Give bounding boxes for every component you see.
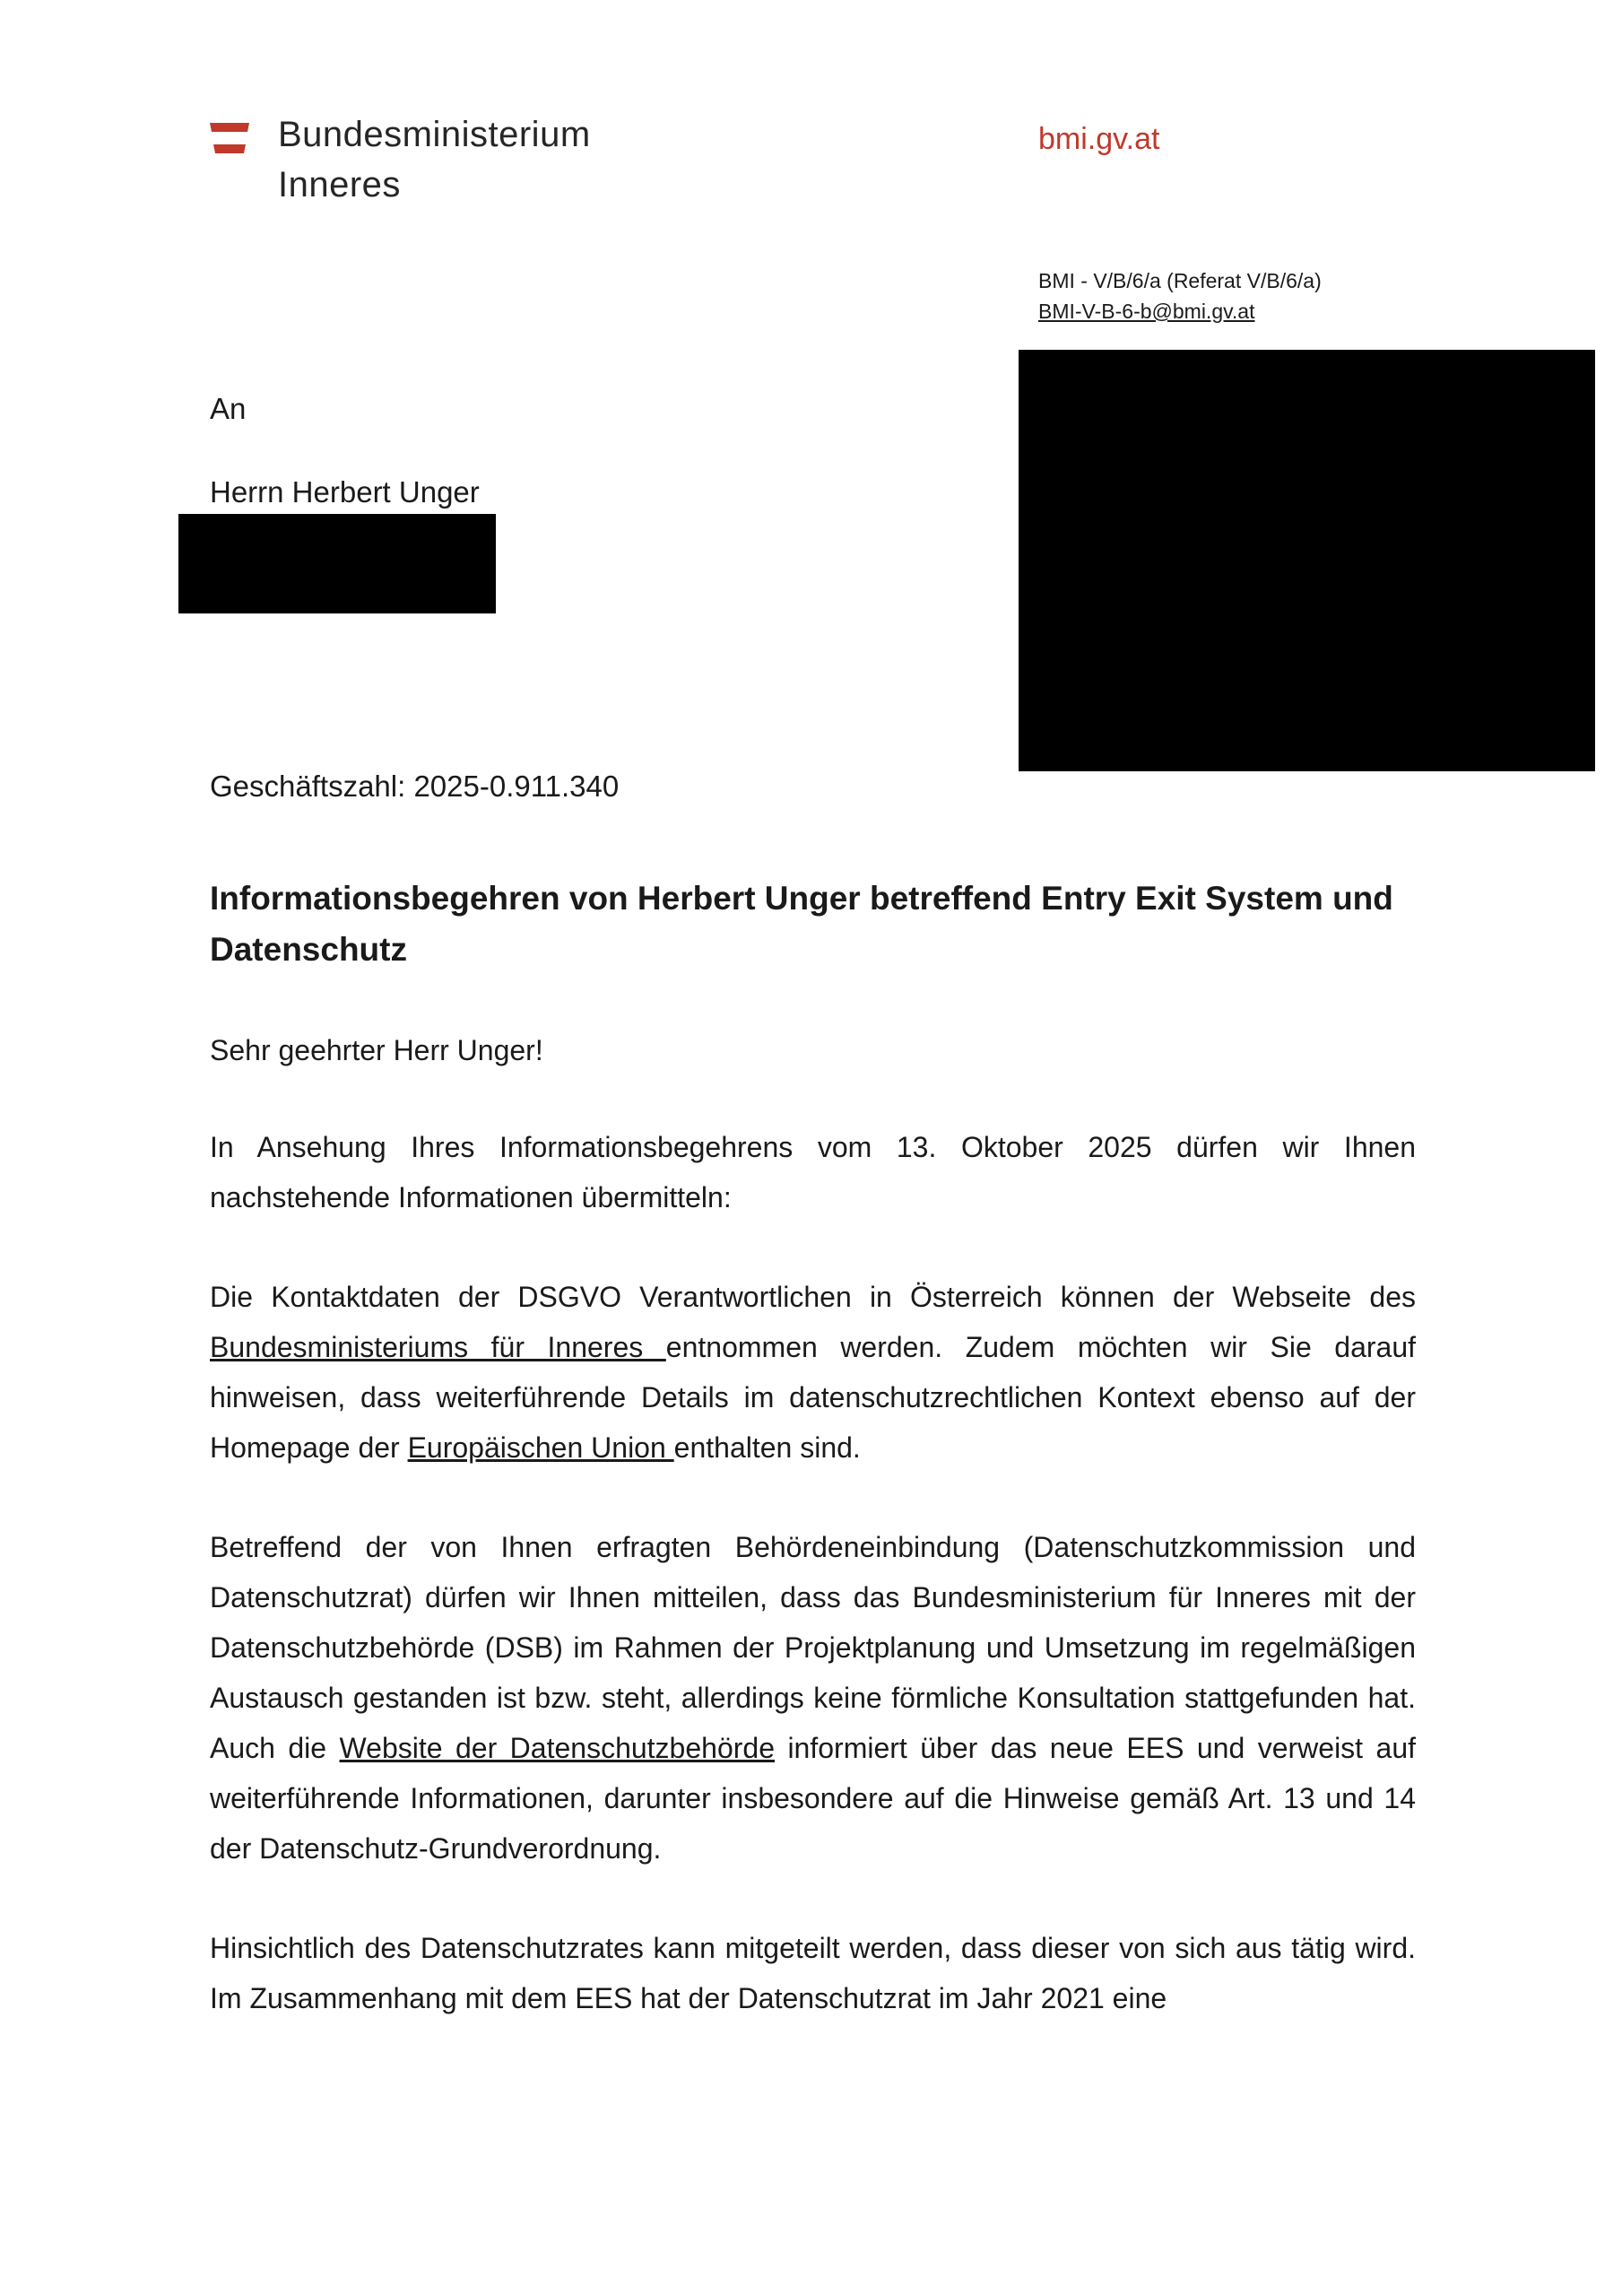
link-bmi-website[interactable]: Bundesministeriums für Inneres xyxy=(210,1331,666,1363)
letter-subject: Informationsbegehren von Herbert Unger betreffend Entry Exit System und Datenschutz xyxy=(210,880,1393,968)
paragraph-2-text-b: entnommen werden. Zudem möchten wir Sie darauf hinweisen, dass weiterführende Details im datenschutzrechtlichen Kontext ebenso auf der Homepage der xyxy=(210,1331,1417,1464)
sender-email-link[interactable]: BMI-V-B-6-b@bmi.gv.at xyxy=(1038,300,1255,323)
link-dsb-website[interactable]: Website der Datenschutzbehörde xyxy=(339,1732,775,1764)
redaction-box-recipient xyxy=(178,514,496,613)
paragraph-3-text-a: Betreffend der von Ihnen erfragten Behördeneinbindung (Datenschutzkommission und Datenschutzrat) dürfen wir Ihnen mitteilen, dass das Bundesministerium für Inneres mit der Datenschutzbehörde (DSB) im Rahmen der Projektplanung und Umsetzung im regelmäßigen Austausch gestanden ist bzw. steht, allerdings keine förmliche Konsultation stattgefunden hat. Auch die xyxy=(210,1531,1416,1764)
paragraph-3 xyxy=(210,1522,1416,1874)
sender-department: BMI - V/B/6/a (Referat V/B/6/a) xyxy=(1038,269,1322,292)
paragraph-4: Hinsichtlich des Datenschutzrates kann mitgeteilt werden, dass dieser von sich aus tätig wird. Im Zusammenhang mit dem EES hat der Datenschutzrat im Jahr 2021 eine xyxy=(210,1932,1416,2014)
paragraph-1: In Ansehung Ihres Informationsbegehrens vom 13. Oktober 2025 dürfen wir Ihnen nachstehende Informationen übermitteln: xyxy=(210,1131,1416,1213)
recipient-name: Herrn Herbert Unger xyxy=(210,475,480,509)
bmi-logo-icon xyxy=(210,123,249,153)
file-number: Geschäftszahl: 2025-0.911.340 xyxy=(210,770,620,803)
logo-ministry-name: Bundesministerium xyxy=(278,115,591,154)
recipient-label: An xyxy=(210,392,247,425)
redaction-box-address xyxy=(1019,350,1595,771)
paragraph-2-text-c: enthalten sind. xyxy=(673,1431,861,1464)
site-link[interactable]: bmi.gv.at xyxy=(1038,122,1160,156)
letter-body xyxy=(210,1025,1416,2073)
paragraph-3-text-b: informiert über das neue EES und verweist auf weiterführende Informationen, darunter insbesondere auf die Hinweise gemäß Art. 13 und 14 der Datenschutz-Grundverordnung. xyxy=(210,1732,1417,1865)
paragraph-2-text-a: Die Kontaktdaten der DSGVO Verantwortlichen in Österreich können der Webseite des xyxy=(210,1281,1416,1313)
paragraph-2 xyxy=(210,1272,1416,1473)
link-eu-website[interactable]: Europäischen Union xyxy=(407,1431,674,1464)
logo-ministry-department: Inneres xyxy=(278,165,401,204)
salutation: Sehr geehrter Herr Unger! xyxy=(210,1034,543,1066)
